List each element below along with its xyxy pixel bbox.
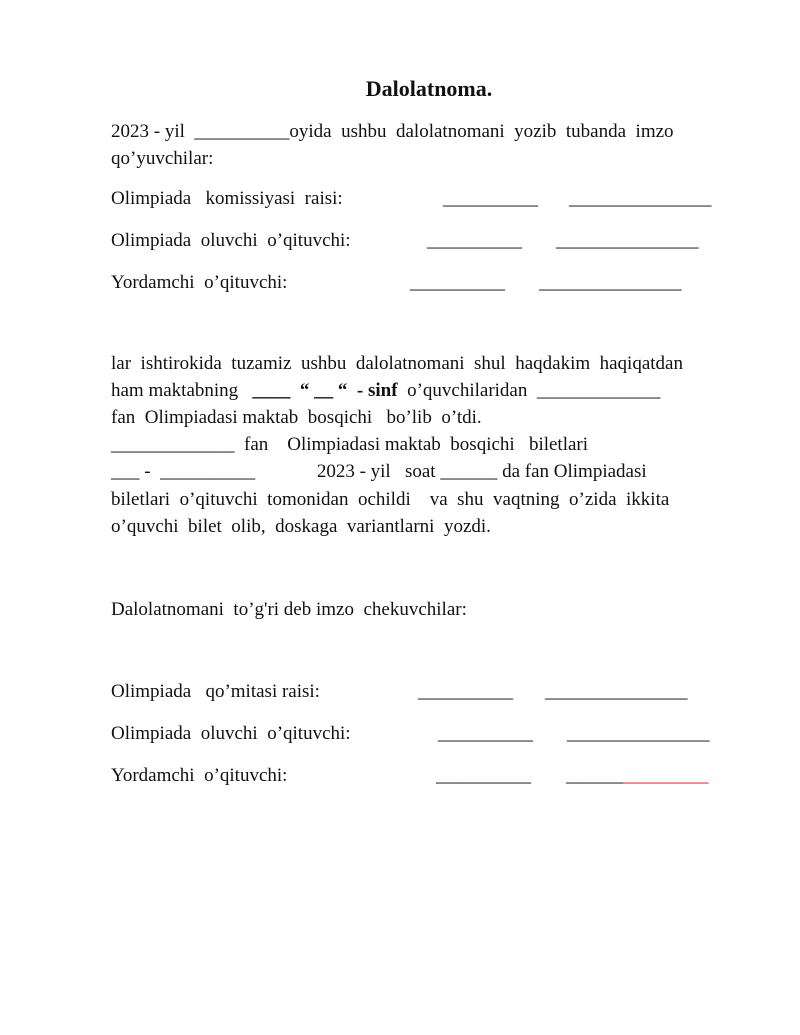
signer-label-assistant: Yordamchi o’qituvchi: (111, 765, 288, 786)
signature-blank: __________ (443, 188, 538, 209)
document-title: Dalolatnoma. (365, 76, 493, 101)
class-blank: ____ “ __ “ - sinf (252, 380, 398, 401)
intro-line-2: qo’yuvchilar: (111, 148, 214, 169)
body-line-4: _____________ fan Olimpiadasi maktab bosqichi biletlari (111, 434, 589, 455)
signature-blank: __________ (438, 723, 533, 744)
body-line-6: biletlari o’qituvchi tomonidan ochildi va shu vaqtning o’zida ikkita (111, 489, 670, 510)
signer-label-teacher: Olimpiada oluvchi o’qituvchi: (111, 230, 351, 251)
name-blank: _______________ (567, 723, 710, 744)
signer-label-teacher: Olimpiada oluvchi o’qituvchi: (111, 723, 351, 744)
name-blank: _______________ (569, 188, 712, 209)
signature-blank: __________ (410, 272, 505, 293)
name-blank: _______________ (545, 681, 688, 702)
confirm-heading: Dalolatnomani to’g'ri deb imzo chekuvchilar: (111, 599, 467, 620)
name-blank: _______________ (566, 765, 709, 786)
body-line-2: ham maktabning ____ “ __ “ - sinf o’quvchilaridan _____________ (111, 380, 661, 401)
body-line-3: fan Olimpiadasi maktab bosqichi bo’lib o’tdi. (111, 407, 482, 428)
signature-blank: __________ (436, 765, 531, 786)
signature-blank: __________ (427, 230, 522, 251)
body-line-1: lar ishtirokida tuzamiz ushbu dalolatnomani shul haqdakim haqiqatdan (111, 353, 683, 374)
signer-label-assistant: Yordamchi o’qituvchi: (111, 272, 288, 293)
name-blank: _______________ (539, 272, 682, 293)
signer-label-committee-chair: Olimpiada qo’mitasi raisi: (111, 681, 320, 702)
body-line-5: ___ - __________ 2023 - yil soat ______ da fan Olimpiadasi (111, 461, 647, 482)
signature-blank: __________ (418, 681, 513, 702)
intro-line-1: 2023 - yil __________oyida ushbu dalolatnomani yozib tubanda imzo (111, 121, 674, 142)
red-underline: _________ (623, 765, 709, 786)
name-blank: _______________ (556, 230, 699, 251)
signer-label-commission-chair: Olimpiada komissiyasi raisi: (111, 188, 343, 209)
body-line-7: o’quvchi bilet olib, doskaga variantlarni yozdi. (111, 516, 491, 537)
